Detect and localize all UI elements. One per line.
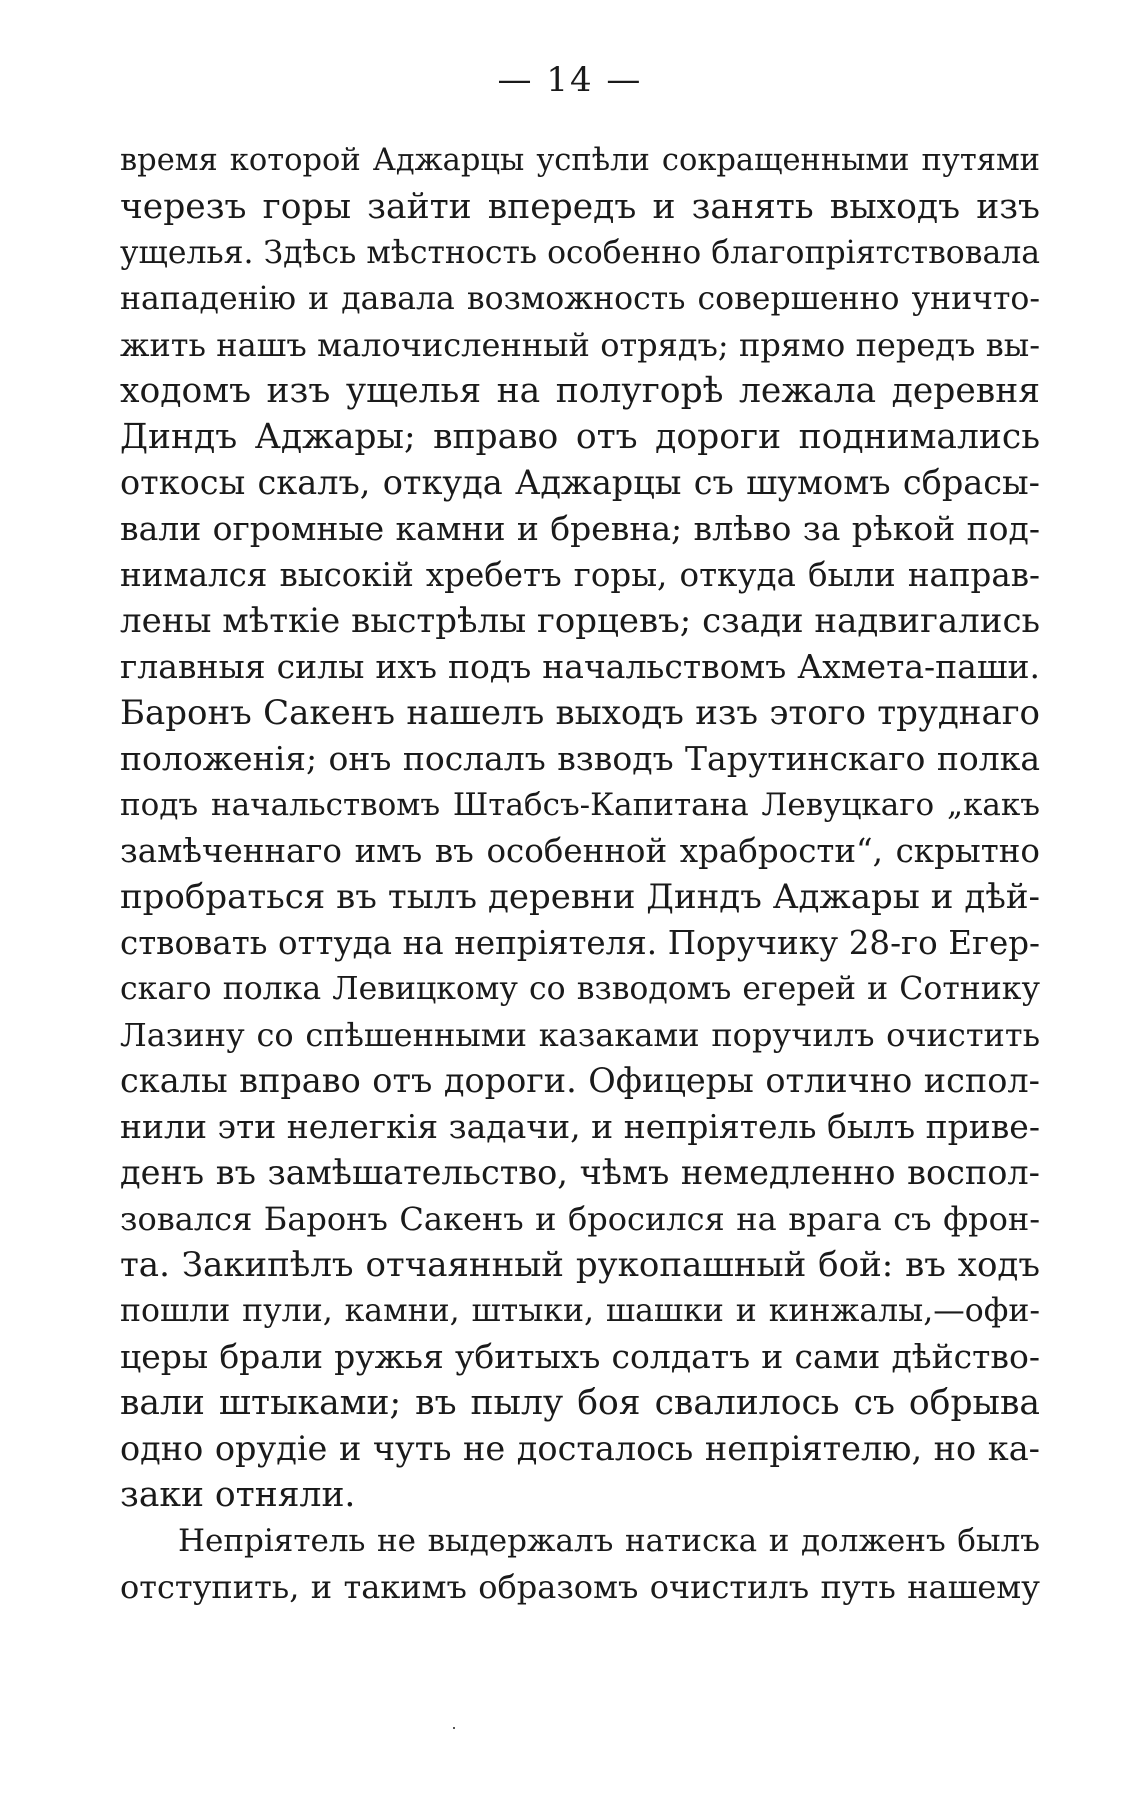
text-line: нападенію и давала возможность совершенно уничто- (120, 281, 1040, 317)
text-line: та. Закипѣлъ отчаянный рукопашный бой: въ ходъ (120, 1245, 1040, 1285)
text-line: Баронъ Сакенъ нашелъ выходъ изъ этого труднаго (120, 693, 1040, 733)
text-line: одно орудіе и чуть не досталось непріятелю, но ка- (120, 1429, 1040, 1468)
text-line: положенія; онъ послалъ взводъ Тарутинскаго полка (120, 739, 1040, 778)
text-line: пошли пули, камни, штыки, шашки и кинжалы,—офи- (120, 1293, 1040, 1329)
text-line: нили эти нелегкія задачи, и непріятель былъ приве- (120, 1107, 1040, 1146)
text-line: ходомъ изъ ущелья на полугорѣ лежала деревня (120, 371, 1040, 411)
text-line: главныя силы ихъ подъ начальствомъ Ахмета-паши. (120, 647, 1040, 686)
text-line: черезъ горы зайти впередъ и занять выходъ изъ (120, 187, 1040, 227)
text-line: лены мѣткіе выстрѣлы горцевъ; сзади надвигались (120, 601, 1040, 641)
text-line: ствовать оттуда на непріятеля. Поручику 28-го Егер- (120, 924, 1040, 962)
text-line: ущелья. Здѣсь мѣстность особенно благопріятствовала (120, 235, 1040, 271)
page-number: — 14 — (497, 60, 643, 100)
text-line: денъ въ замѣшательство, чѣмъ немедленно воспол- (120, 1153, 1040, 1192)
text-line: время которой Аджарцы успѣли сокращенными путями (120, 143, 1040, 178)
text-line: откосы скалъ, откуда Аджарцы съ шумомъ сбрасы- (120, 463, 1040, 502)
text-line: вали огромные камни и бревна; влѣво за рѣкой под- (120, 509, 1040, 548)
text-line: замѣченнаго имъ въ особенной храбрости“, скрытно (120, 832, 1040, 870)
text-line: скалы вправо отъ дороги. Офицеры отлично испол- (120, 1061, 1040, 1100)
text-line: отступить, и такимъ образомъ очистилъ путь нашему (120, 1568, 1040, 1606)
text-line: зовался Баронъ Сакенъ и бросился на врага съ фрон- (120, 1200, 1040, 1238)
paragraph-1 (120, 138, 1040, 1518)
ink-speck (453, 1727, 455, 1729)
text-line: Лазину со спѣшенными казаками поручилъ очистить (120, 1016, 1040, 1054)
text-line: подъ начальствомъ Штабсъ-Капитана Левуцкаго „какъ (120, 787, 1040, 823)
text-line: нимался высокій хребетъ горы, откуда были направ- (120, 556, 1040, 594)
text-line: Диндъ Аджары; вправо отъ дороги поднимались (120, 417, 1040, 457)
text-line: Непріятель не выдержалъ натиска и долженъ былъ (178, 1523, 1040, 1559)
text-line: жить нашъ малочисленный отрядъ; прямо передъ вы- (120, 326, 1040, 364)
text-line: скаго полка Левицкому со взводомъ егерей и Сотнику (120, 971, 1040, 1007)
text-line: заки отняли. (120, 1475, 356, 1515)
paragraph-2 (120, 1518, 1040, 1610)
text-line: пробраться въ тылъ деревни Диндъ Аджары и дѣй- (120, 877, 1040, 917)
text-line: церы брали ружья убитыхъ солдатъ и сами дѣйство- (120, 1337, 1040, 1376)
text-line: вали штыками; въ пылу боя свалилось съ обрыва (120, 1383, 1040, 1423)
